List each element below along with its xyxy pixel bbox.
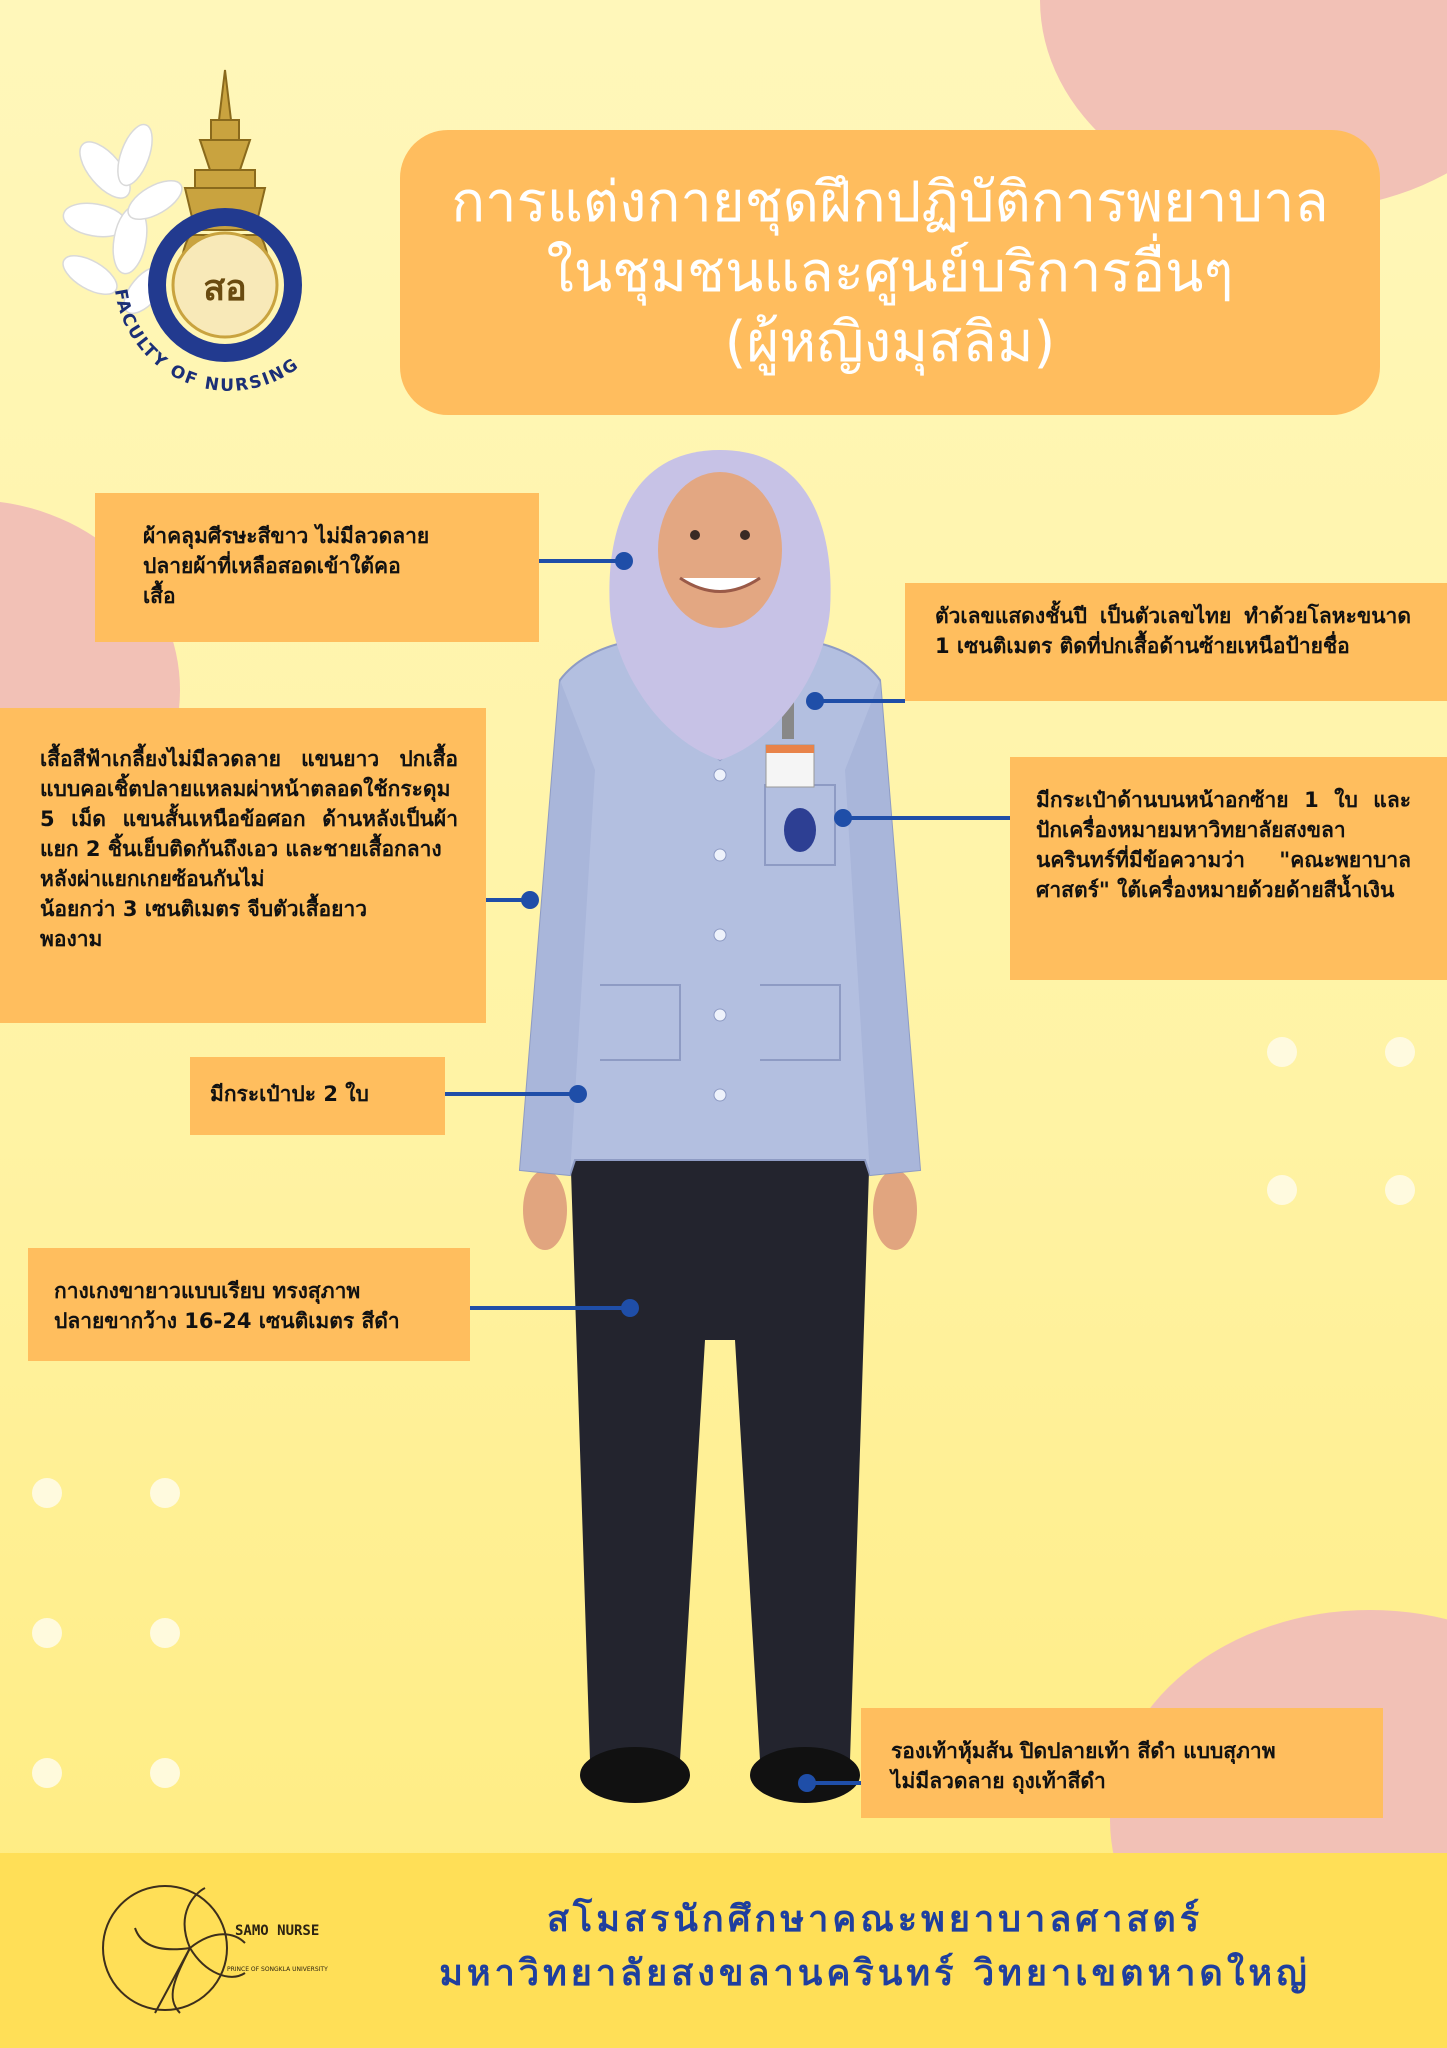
connector-dot-patch-pockets <box>569 1085 587 1103</box>
connector-patch-pockets <box>445 1092 580 1096</box>
title-box <box>400 130 1380 415</box>
connector-shirt <box>486 898 526 902</box>
samo-nurse-logo <box>95 1873 335 2023</box>
dot <box>32 1478 62 1508</box>
dot <box>1267 1175 1297 1205</box>
model-photo <box>490 440 950 1830</box>
note-pants-line-2: ปลายขากว้าง 16-24 เซนติเมตร สีดำ <box>54 1309 400 1333</box>
note-shirt-line-3: น้อยกว่า 3 เซนติเมตร จีบตัวเสื้อยาว <box>40 897 368 921</box>
connector-dot-pocket-emblem <box>834 809 852 827</box>
connector-pants <box>470 1306 630 1310</box>
note-shirt <box>0 708 486 1023</box>
note-pants <box>28 1248 470 1361</box>
connector-dot-shirt <box>521 891 539 909</box>
note-hijab-line-2: ปลายผ้าที่เหลือสอดเข้าใต้คอ <box>143 554 401 578</box>
note-patch-pockets <box>190 1057 445 1135</box>
dot <box>32 1618 62 1648</box>
connector-dot-hijab <box>615 552 633 570</box>
dot <box>1385 1175 1415 1205</box>
connector-dot-pants <box>621 1299 639 1317</box>
dot <box>1267 1037 1297 1067</box>
footer-text <box>330 1893 1420 2001</box>
title-line-2: ในชุมชนและศูนย์บริการอื่นๆ <box>546 239 1234 305</box>
dot <box>150 1618 180 1648</box>
note-hijab-line-3: เสื้อ <box>143 584 176 608</box>
connector-shoes <box>810 1781 861 1785</box>
connector-hijab <box>539 559 624 563</box>
note-pocket-emblem-text: มีกระเป๋าด้านบนหน้าอกซ้าย 1 ใบ และปักเครื่องหมายมหาวิทยาลัยสงขลานครินทร์ที่มีข้อความว่า "คณะพยาบาลศาสตร์" ใต้เครื่องหมายด้วยด้ายสีน้ำเงิน <box>1036 788 1411 902</box>
samo-nurse-logo-text: SAMO NURSE <box>235 1923 320 1939</box>
svg-text:สอ: สอ <box>203 267 247 309</box>
dot <box>150 1478 180 1508</box>
note-pocket-emblem <box>1010 757 1447 980</box>
footer-band <box>0 1853 1447 2048</box>
note-year-number-text: ตัวเลขแสดงชั้นปี เป็นตัวเลขไทย ทำด้วยโลหะขนาด 1 เซนติเมตร ติดที่ปกเสื้อด้านซ้ายเหนือป้ายชื่อ <box>935 604 1411 658</box>
footer-line-2: มหาวิทยาลัยสงขลานครินทร์ วิทยาเขตหาดใหญ่ <box>439 1953 1311 1994</box>
note-hijab <box>95 493 539 642</box>
note-shoes <box>861 1708 1383 1818</box>
dot <box>150 1758 180 1788</box>
dot <box>1385 1037 1415 1067</box>
title-line-1: การแต่งกายชุดฝึกปฏิบัติการพยาบาล <box>451 169 1329 235</box>
logo-arc-text: FACULTY OF NURSING <box>109 287 304 396</box>
note-shirt-line-4: พองาม <box>40 927 103 951</box>
note-shoes-line-2: ไม่มีลวดลาย ถุงเท้าสีดำ <box>891 1769 1106 1793</box>
note-shirt-line-2: หลังผ่าแยกเกยซ้อนกันไม่ <box>40 867 265 891</box>
title-line-3: (ผู้หญิงมุสลิม) <box>724 309 1056 375</box>
faculty-of-nursing-logo <box>55 60 325 430</box>
connector-year-number <box>815 699 905 703</box>
note-patch-pockets-text: มีกระเป๋าปะ 2 ใบ <box>210 1082 369 1106</box>
connector-pocket-emblem <box>845 816 1010 820</box>
note-year-number <box>905 583 1447 701</box>
note-hijab-line-1: ผ้าคลุมศีรษะสีขาว ไม่มีลวดลาย <box>143 524 430 548</box>
connector-dot-year-number <box>806 692 824 710</box>
footer-line-1: สโมสรนักศึกษาคณะพยาบาลศาสตร์ <box>546 1899 1204 1940</box>
connector-dot-shoes <box>798 1774 816 1792</box>
samo-nurse-logo-subtext: PRINCE OF SONGKLA UNIVERSITY <box>227 1966 328 1973</box>
note-shoes-line-1: รองเท้าหุ้มส้น ปิดปลายเท้า สีดำ แบบสุภาพ <box>891 1739 1276 1763</box>
note-pants-line-1: กางเกงขายาวแบบเรียบ ทรงสุภาพ <box>54 1279 361 1303</box>
dot <box>32 1758 62 1788</box>
note-shirt-para: เสื้อสีฟ้าเกลี้ยงไม่มีลวดลาย แขนยาว ปกเสื้อแบบคอเชิ้ตปลายแหลมผ่าหน้าตลอดใช้กระดุม 5 เม็ด แขนสั้นเหนือข้อศอก ด้านหลังเป็นผ้าแยก 2 ชิ้นเย็บติดกันถึงเอว และชายเสื้อกลาง <box>40 747 458 861</box>
